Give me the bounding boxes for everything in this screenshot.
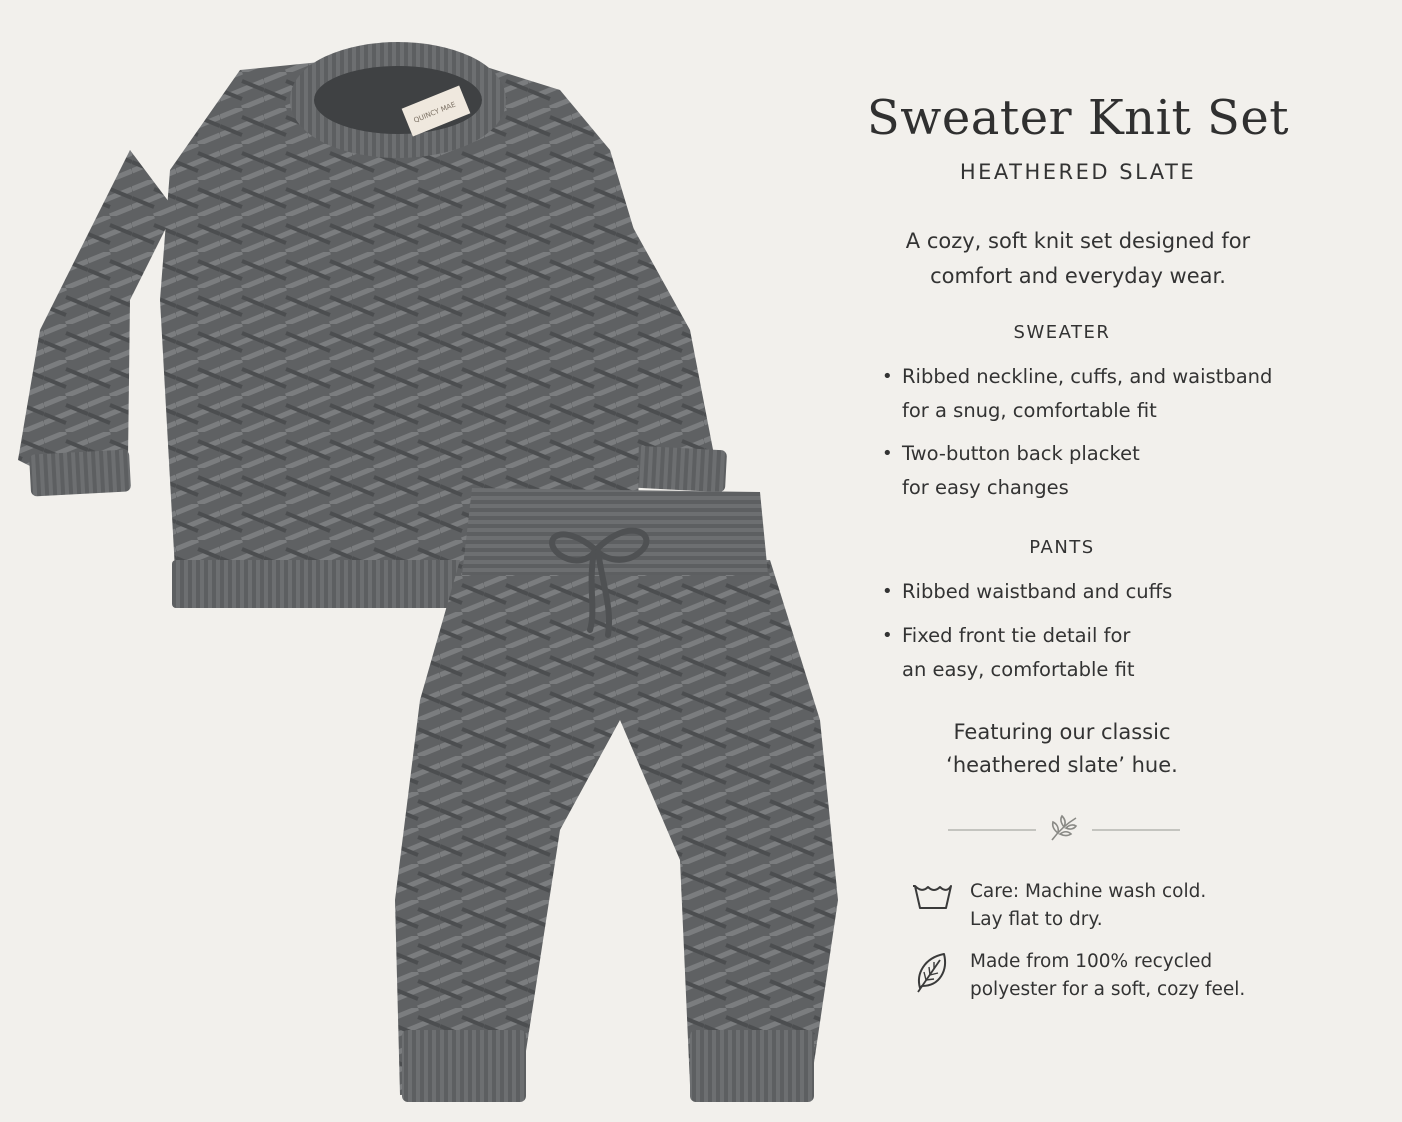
sweater-right-cuff bbox=[631, 446, 727, 493]
sprig-icon bbox=[1052, 816, 1076, 840]
description-line: A cozy, soft knit set designed for bbox=[905, 229, 1251, 253]
care-instructions bbox=[910, 878, 1330, 938]
bullet-icon: • bbox=[882, 625, 893, 646]
pants-heading: PANTS bbox=[1029, 537, 1095, 558]
leaf-icon bbox=[910, 948, 956, 994]
divider bbox=[948, 812, 1180, 848]
closing-text bbox=[860, 716, 1264, 782]
care-line: Lay flat to dry. bbox=[970, 909, 1103, 930]
list-item-line: Two-button back placket bbox=[902, 442, 1140, 465]
bullet-icon: • bbox=[882, 366, 893, 387]
list-item-line: Ribbed neckline, cuffs, and waistband bbox=[902, 365, 1273, 388]
pants-right-cuff bbox=[690, 1030, 814, 1102]
sweater-label-text: QUINCY MAE bbox=[412, 100, 457, 125]
sweater-left-cuff bbox=[29, 449, 131, 496]
care-line: Care: Machine wash cold. bbox=[970, 881, 1207, 902]
description-line: comfort and everyday wear. bbox=[930, 264, 1226, 288]
list-item-line: an easy, comfortable fit bbox=[902, 658, 1135, 681]
material-line: Made from 100% recycled bbox=[970, 951, 1213, 972]
bullet-icon: • bbox=[882, 581, 893, 602]
list-item-line: for easy changes bbox=[902, 476, 1069, 499]
material-info bbox=[910, 948, 1330, 1008]
material-line: polyester for a soft, cozy feel. bbox=[970, 979, 1246, 1000]
list-item-line: Ribbed waistband and cuffs bbox=[902, 580, 1173, 603]
list-item-line: Fixed front tie detail for bbox=[902, 624, 1131, 647]
product-title: Sweater Knit Set bbox=[866, 90, 1290, 146]
wash-basin-icon bbox=[910, 878, 956, 924]
closing-line: ‘heathered slate’ hue. bbox=[946, 753, 1178, 777]
sweater-left-sleeve bbox=[18, 150, 175, 470]
sweater-heading: SWEATER bbox=[1013, 322, 1111, 343]
product-color-name: HEATHERED SLATE bbox=[959, 160, 1197, 184]
closing-line: Featuring our classic bbox=[953, 720, 1171, 744]
product-details-panel bbox=[860, 0, 1402, 1122]
bullet-icon: • bbox=[882, 443, 893, 464]
pants-left-leg bbox=[395, 560, 838, 1095]
pants bbox=[395, 488, 838, 1102]
list-item-line: for a snug, comfortable fit bbox=[902, 399, 1157, 422]
product-description bbox=[860, 224, 1296, 294]
pants-left-cuff bbox=[402, 1030, 526, 1102]
